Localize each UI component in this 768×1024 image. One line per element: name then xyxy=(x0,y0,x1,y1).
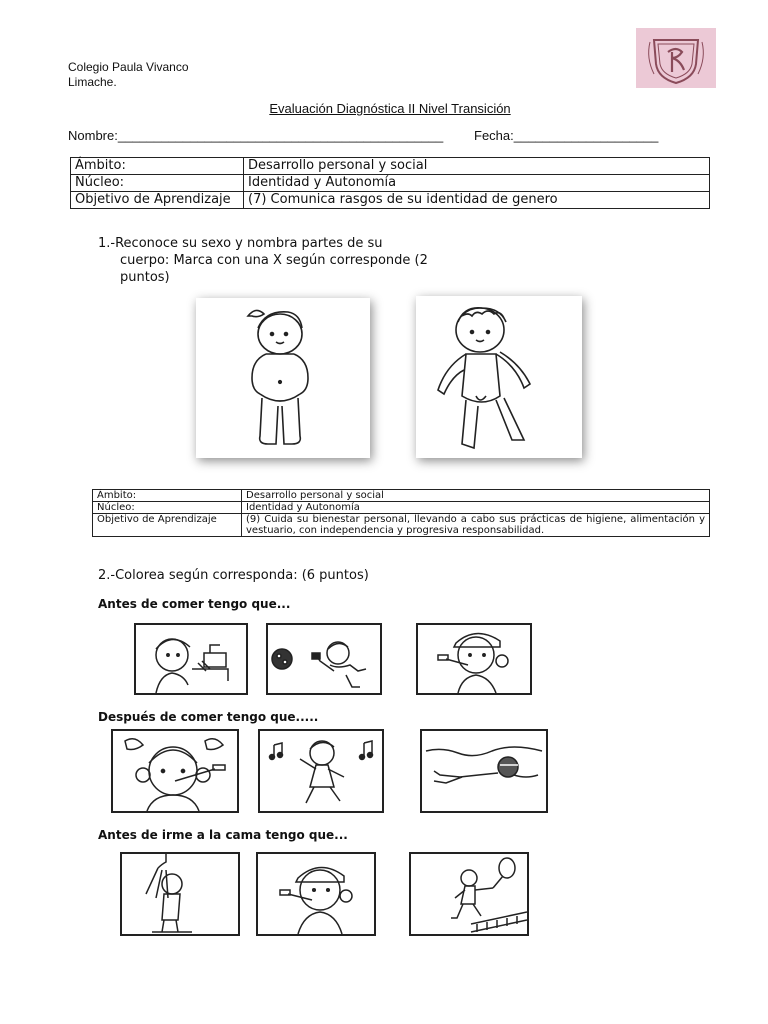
table-value: Identidad y Autonomía xyxy=(242,502,710,514)
objective-table-1 xyxy=(70,157,710,209)
boy-figure-icon xyxy=(416,296,582,458)
table-label: Ámbito: xyxy=(93,490,242,502)
table-label: Núcleo: xyxy=(93,502,242,514)
page-title: Evaluación Diagnóstica II Nivel Transición xyxy=(269,101,511,116)
soccer-kick-icon xyxy=(268,625,380,693)
question-1-line: cuerpo: Marca con una X según corresponde (2 xyxy=(120,253,428,268)
section-heading-before-eating: Antes de comer tengo que... xyxy=(98,597,291,611)
question-2: 2.-Colorea según corresponda: (6 puntos) xyxy=(98,568,369,583)
date-field[interactable]: Fecha:____________________ xyxy=(474,128,659,143)
swimming-icon xyxy=(422,731,546,811)
girl-figure[interactable] xyxy=(196,298,370,458)
table-value: Desarrollo personal y social xyxy=(244,158,710,175)
boy-figure[interactable] xyxy=(416,296,582,458)
school-logo xyxy=(636,28,716,88)
table-row xyxy=(71,175,710,192)
table-label: Objetivo de Aprendizaje xyxy=(71,192,244,209)
name-field[interactable]: Nombre:_____________________________________________ xyxy=(68,128,444,143)
picture-dancing-music[interactable] xyxy=(258,729,384,813)
dancing-music-icon xyxy=(260,731,382,811)
picture-brushing-teeth-night[interactable] xyxy=(256,852,376,936)
brushing-teeth-icon xyxy=(418,625,530,693)
table-row xyxy=(71,158,710,175)
school-name: Colegio Paula Vivanco xyxy=(68,60,189,74)
table-label: Ámbito: xyxy=(71,158,244,175)
school-city: Limache. xyxy=(68,75,117,89)
picture-soccer-kick[interactable] xyxy=(266,623,382,695)
question-1-line: puntos) xyxy=(120,270,170,285)
picture-tennis[interactable] xyxy=(409,852,529,936)
school-crest-icon xyxy=(636,28,716,88)
picture-girl-brushing-teeth[interactable] xyxy=(111,729,239,813)
table-row xyxy=(71,192,710,209)
tennis-icon xyxy=(411,854,527,934)
picture-washing-hands[interactable] xyxy=(134,623,248,695)
table-row xyxy=(93,514,710,537)
table-value: Identidad y Autonomía xyxy=(244,175,710,192)
table-value: Desarrollo personal y social xyxy=(242,490,710,502)
girl-figure-icon xyxy=(196,298,370,458)
washing-hands-icon xyxy=(136,625,246,693)
objective-table-2 xyxy=(92,489,710,537)
table-value: (7) Comunica rasgos de su identidad de genero xyxy=(244,192,710,209)
table-value: (9) Cuida su bienestar personal, llevando a cabo sus prácticas de higiene, alimentación y vestuario, con independencia y progresiva responsabilidad. xyxy=(242,514,710,537)
table-row xyxy=(93,502,710,514)
section-heading-before-bed: Antes de irme a la cama tengo que... xyxy=(98,828,348,842)
brushing-teeth-icon xyxy=(258,854,374,934)
picture-brushing-teeth[interactable] xyxy=(416,623,532,695)
school-header xyxy=(68,60,189,90)
table-label: Núcleo: xyxy=(71,175,244,192)
question-1-line: 1.-Reconoce su sexo y nombra partes de su xyxy=(98,236,383,251)
girl-brushing-teeth-icon xyxy=(113,731,237,811)
shower-icon xyxy=(122,854,238,934)
table-label: Objetivo de Aprendizaje xyxy=(93,514,242,537)
picture-swimming[interactable] xyxy=(420,729,548,813)
question-1 xyxy=(98,235,478,286)
table-row xyxy=(93,490,710,502)
section-heading-after-eating: Después de comer tengo que..... xyxy=(98,710,319,724)
picture-shower[interactable] xyxy=(120,852,240,936)
